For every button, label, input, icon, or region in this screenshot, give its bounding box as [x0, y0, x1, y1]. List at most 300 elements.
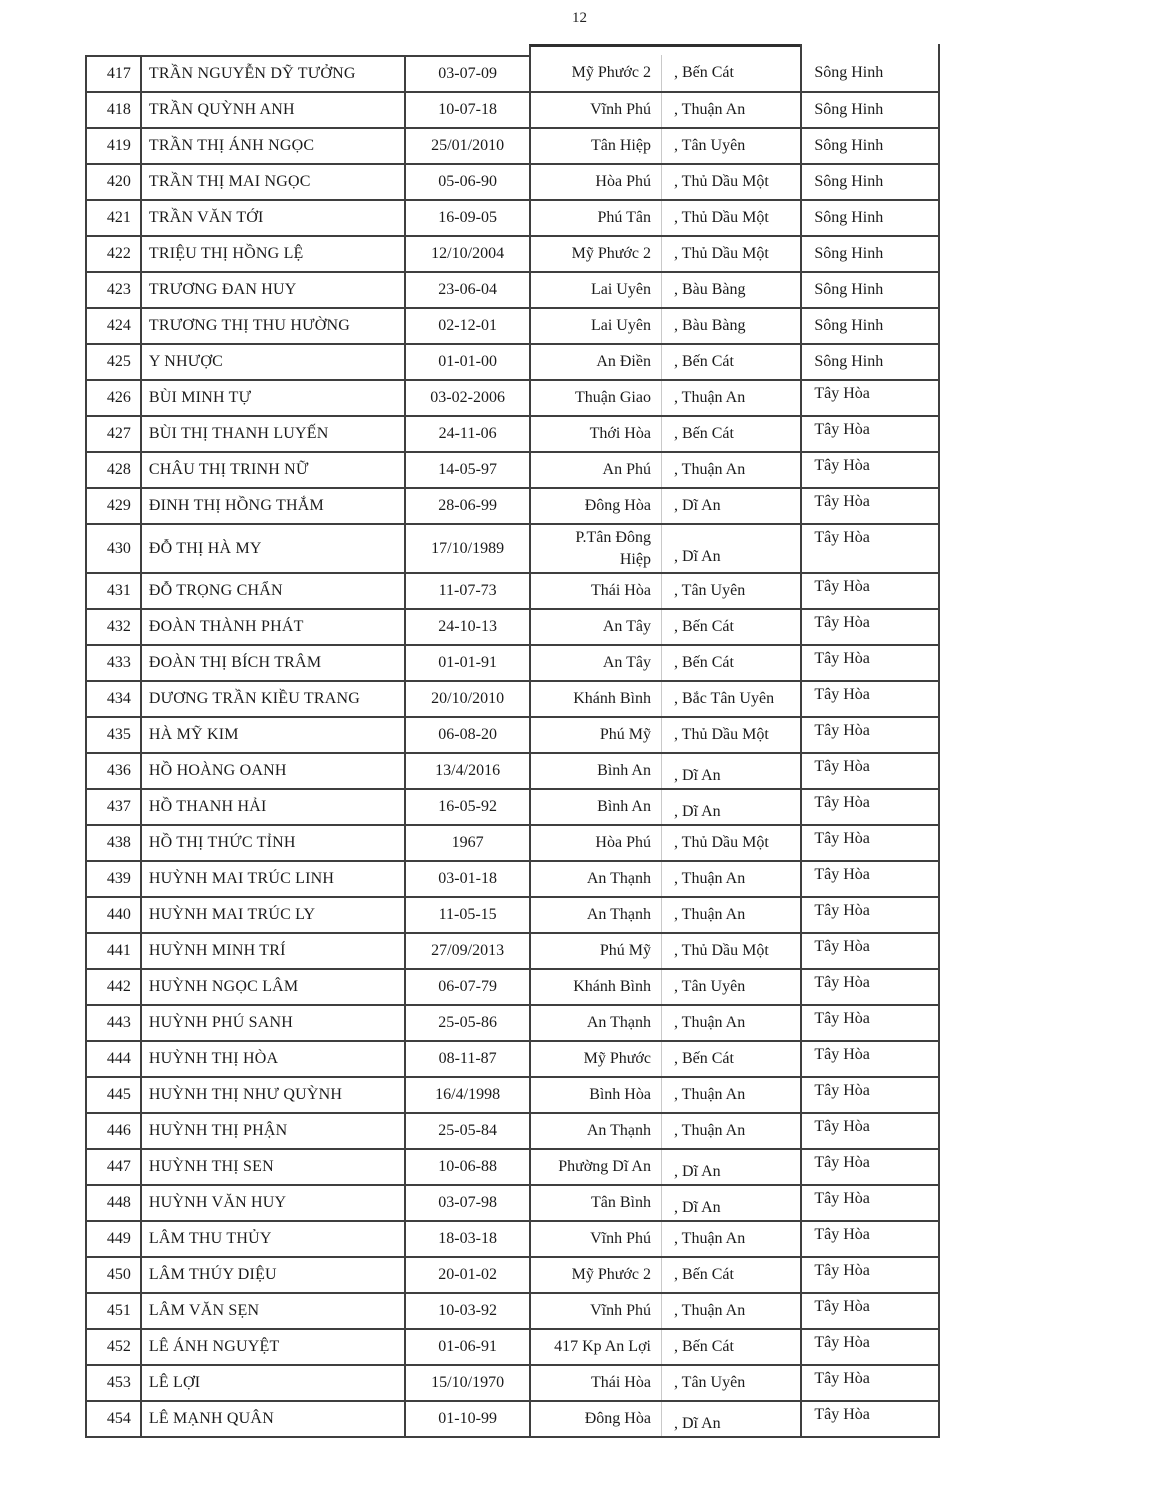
date-of-birth: 24-11-06	[438, 425, 497, 442]
row-number: 442	[106, 978, 131, 995]
dob-cell	[404, 1006, 529, 1040]
ward-subcell	[531, 1402, 662, 1436]
ward-name: Phường Dĩ An	[558, 1158, 651, 1175]
region-name: Sông Hinh	[814, 245, 884, 262]
row-number: 423	[106, 281, 131, 298]
district-name: , Thuận An	[673, 1230, 746, 1247]
row-number-cell	[87, 1006, 140, 1040]
region-name: Tây Hòa	[814, 385, 870, 402]
dob-cell	[404, 898, 529, 932]
row-number: 445	[106, 1086, 131, 1103]
address-cell	[529, 898, 800, 932]
date-of-birth: 03-01-18	[438, 870, 497, 887]
address-cell	[529, 790, 800, 824]
district-subcell	[662, 129, 800, 163]
district-subcell	[662, 345, 800, 379]
district-subcell	[662, 1114, 800, 1148]
district-subcell	[662, 201, 800, 235]
dob-cell	[404, 1078, 529, 1112]
table-row	[87, 968, 940, 1004]
name-cell	[140, 1042, 404, 1076]
ward-subcell	[531, 1258, 662, 1292]
row-number-cell	[87, 417, 140, 451]
district-subcell	[662, 646, 800, 680]
name-cell	[140, 1258, 404, 1292]
table-row	[87, 752, 940, 788]
district-name: , Thủ Dầu Một	[673, 209, 769, 226]
date-of-birth: 01-01-00	[438, 353, 497, 370]
table-row	[87, 127, 940, 163]
region-name: Tây Hòa	[814, 866, 870, 883]
ward-subcell	[531, 682, 662, 716]
district-name: , Dĩ An	[673, 767, 721, 784]
district-name: , Thủ Dầu Một	[673, 942, 769, 959]
name-cell	[140, 1222, 404, 1256]
row-number: 441	[106, 942, 131, 959]
ward-subcell	[531, 718, 662, 752]
ward-subcell	[531, 489, 662, 523]
date-of-birth: 18-03-18	[438, 1230, 497, 1247]
row-number-cell	[87, 1186, 140, 1220]
row-number: 417	[106, 65, 131, 82]
region-name: Tây Hòa	[814, 1154, 870, 1171]
ward-subcell	[531, 201, 662, 235]
region-name: Sông Hinh	[814, 101, 884, 118]
district-subcell	[662, 453, 800, 487]
ward-subcell	[531, 1186, 662, 1220]
person-name: HUỲNH MAI TRÚC LINH	[148, 870, 335, 887]
region-cell	[800, 273, 940, 307]
district-name: , Dĩ An	[673, 803, 721, 820]
district-subcell	[662, 237, 800, 271]
ward-subcell	[531, 1114, 662, 1148]
name-cell	[140, 1186, 404, 1220]
region-name: Sông Hinh	[814, 317, 884, 334]
row-number-cell	[87, 574, 140, 608]
region-cell	[800, 898, 940, 932]
table-row	[87, 1400, 940, 1436]
person-name: TRẦN VĂN TỚI	[148, 209, 264, 226]
table-row	[87, 1004, 940, 1040]
district-subcell	[662, 1402, 800, 1436]
dob-cell	[404, 273, 529, 307]
ward-subcell	[531, 826, 662, 860]
district-subcell	[662, 970, 800, 1004]
region-name: Sông Hinh	[814, 353, 884, 370]
dob-cell	[404, 237, 529, 271]
date-of-birth: 06-08-20	[438, 726, 497, 743]
date-of-birth: 03-07-09	[438, 65, 497, 82]
person-name: BÙI MINH TỰ	[148, 389, 252, 406]
table-row	[87, 1040, 940, 1076]
address-cell	[529, 826, 800, 860]
address-cell	[529, 1330, 800, 1364]
address-cell	[529, 1042, 800, 1076]
region-name: Tây Hòa	[814, 1082, 870, 1099]
row-number-cell	[87, 862, 140, 896]
ward-subcell	[531, 453, 662, 487]
region-name: Sông Hinh	[814, 64, 884, 81]
row-number-cell	[87, 93, 140, 127]
row-number: 443	[106, 1014, 131, 1031]
dob-cell	[404, 754, 529, 788]
district-name: , Dĩ An	[673, 1199, 721, 1216]
person-name: LÂM VĂN SẸN	[148, 1302, 260, 1319]
row-number: 431	[106, 582, 131, 599]
row-number-cell	[87, 1078, 140, 1112]
date-of-birth: 08-11-87	[438, 1050, 497, 1067]
person-name: TRƯƠNG ĐAN HUY	[148, 281, 297, 298]
address-cell	[529, 970, 800, 1004]
ward-name: Vĩnh Phú	[590, 101, 651, 118]
row-number: 454	[106, 1410, 131, 1427]
row-number-cell	[87, 1366, 140, 1400]
table-row	[87, 1328, 940, 1364]
district-name: , Bàu Bàng	[673, 317, 746, 334]
table-row	[87, 932, 940, 968]
date-of-birth: 15/10/1970	[431, 1374, 505, 1391]
address-cell	[529, 165, 800, 199]
name-cell	[140, 1078, 404, 1112]
person-name: LÊ LỢI	[148, 1374, 201, 1391]
dob-cell	[404, 417, 529, 451]
dob-cell	[404, 1222, 529, 1256]
row-number: 435	[106, 726, 131, 743]
region-name: Tây Hòa	[814, 1190, 870, 1207]
person-name: TRẦN QUỲNH ANH	[148, 101, 295, 118]
date-of-birth: 11-05-15	[438, 906, 497, 923]
ward-name: Thái Hòa	[590, 582, 651, 599]
ward-subcell	[531, 862, 662, 896]
person-name: HUỲNH MINH TRÍ	[148, 942, 286, 959]
row-number-cell	[87, 129, 140, 163]
ward-subcell	[531, 646, 662, 680]
ward-subcell	[531, 754, 662, 788]
name-cell	[140, 1006, 404, 1040]
district-subcell	[662, 273, 800, 307]
region-name: Tây Hòa	[814, 529, 870, 546]
ward-name: An Thạnh	[586, 1014, 651, 1031]
district-name: , Bến Cát	[673, 353, 734, 370]
ward-name: Bình Hòa	[589, 1086, 651, 1103]
district-subcell	[662, 682, 800, 716]
date-of-birth: 16/4/1998	[435, 1086, 501, 1103]
dob-cell	[404, 453, 529, 487]
address-cell	[529, 934, 800, 968]
region-name: Tây Hòa	[814, 1370, 870, 1387]
row-number: 433	[106, 654, 131, 671]
row-number-cell	[87, 237, 140, 271]
ward-subcell	[531, 970, 662, 1004]
row-number: 446	[106, 1122, 131, 1139]
district-subcell	[662, 610, 800, 644]
date-of-birth: 20/10/2010	[431, 690, 505, 707]
row-number: 436	[106, 762, 131, 779]
region-name: Tây Hòa	[814, 493, 870, 510]
name-cell	[140, 165, 404, 199]
row-number-cell	[87, 309, 140, 343]
dob-cell	[404, 1258, 529, 1292]
row-number-cell	[87, 1042, 140, 1076]
region-cell	[800, 453, 940, 487]
ward-subcell	[531, 525, 662, 572]
name-cell	[140, 574, 404, 608]
district-name: , Thuận An	[673, 461, 746, 478]
name-cell	[140, 718, 404, 752]
dob-cell	[404, 93, 529, 127]
name-cell	[140, 417, 404, 451]
person-name: ĐINH THỊ HỒNG THẮM	[148, 497, 324, 514]
address-cell	[529, 489, 800, 523]
name-cell	[140, 682, 404, 716]
row-number-cell	[87, 754, 140, 788]
region-name: Tây Hòa	[814, 974, 870, 991]
person-name: HUỲNH THỊ PHẬN	[148, 1122, 288, 1139]
person-name: LÂM THU THỦY	[148, 1230, 272, 1247]
ward-name: Tân Hiệp	[590, 137, 651, 154]
region-cell	[800, 610, 940, 644]
district-name: , Thuận An	[673, 870, 746, 887]
date-of-birth: 24-10-13	[438, 618, 497, 635]
name-cell	[140, 1294, 404, 1328]
ward-name: An Điền	[596, 353, 651, 370]
district-subcell	[662, 165, 800, 199]
region-cell	[800, 1222, 940, 1256]
district-subcell	[662, 525, 800, 572]
date-of-birth: 25-05-86	[438, 1014, 497, 1031]
region-cell	[800, 1150, 940, 1184]
ward-name: Hòa Phú	[595, 834, 651, 851]
ward-subcell	[531, 345, 662, 379]
address-cell	[529, 129, 800, 163]
table-row	[87, 716, 940, 752]
ward-name: 417 Kp An Lợi	[554, 1338, 651, 1355]
address-cell	[529, 754, 800, 788]
person-name: HÀ MỸ KIM	[148, 726, 239, 743]
address-cell	[529, 610, 800, 644]
dob-cell	[404, 934, 529, 968]
name-cell	[140, 754, 404, 788]
ward-name: Lai Uyên	[590, 317, 651, 334]
name-cell	[140, 489, 404, 523]
ward-name: An Thạnh	[586, 870, 651, 887]
row-number-cell	[87, 381, 140, 415]
row-number: 434	[106, 690, 131, 707]
address-cell	[529, 1402, 800, 1436]
row-number: 425	[106, 353, 131, 370]
region-name: Tây Hòa	[814, 758, 870, 775]
date-of-birth: 06-07-79	[438, 978, 497, 995]
row-number: 452	[106, 1338, 131, 1355]
district-name: , Thuận An	[673, 906, 746, 923]
ward-subcell	[531, 1078, 662, 1112]
ward-name: Mỹ Phước 2	[571, 64, 651, 81]
district-name: , Tân Uyên	[673, 137, 746, 154]
ward-name: An Thạnh	[586, 1122, 651, 1139]
address-cell	[529, 682, 800, 716]
address-cell	[529, 1006, 800, 1040]
region-cell	[800, 489, 940, 523]
district-name: , Thuận An	[673, 1086, 746, 1103]
dob-cell	[404, 682, 529, 716]
region-cell	[800, 682, 940, 716]
name-cell	[140, 1330, 404, 1364]
ward-subcell	[531, 273, 662, 307]
address-cell	[529, 453, 800, 487]
table-row	[87, 860, 940, 896]
table-row	[87, 163, 940, 199]
row-number-cell	[87, 1150, 140, 1184]
ward-subcell	[531, 1006, 662, 1040]
ward-name: Tân Bình	[590, 1194, 651, 1211]
name-cell	[140, 453, 404, 487]
district-name: , Thủ Dầu Một	[673, 245, 769, 262]
date-of-birth: 20-01-02	[438, 1266, 497, 1283]
address-cell	[529, 1294, 800, 1328]
row-number: 428	[106, 461, 131, 478]
region-cell	[800, 862, 940, 896]
district-name: , Thuận An	[673, 1302, 746, 1319]
district-name: , Bến Cát	[673, 1338, 734, 1355]
district-name: , Bến Cát	[673, 425, 734, 442]
district-subcell	[662, 862, 800, 896]
name-cell	[140, 826, 404, 860]
region-name: Tây Hòa	[814, 1406, 870, 1423]
row-number: 440	[106, 906, 131, 923]
row-number-cell	[87, 345, 140, 379]
row-number-cell	[87, 1330, 140, 1364]
row-number: 439	[106, 870, 131, 887]
ward-name: Phú Tân	[597, 209, 651, 226]
region-cell	[800, 1078, 940, 1112]
region-name: Tây Hòa	[814, 686, 870, 703]
person-name: TRẦN NGUYỄN DỸ TƯỞNG	[148, 65, 356, 82]
row-number-cell	[87, 646, 140, 680]
district-subcell	[662, 1294, 800, 1328]
district-subcell	[662, 934, 800, 968]
dob-cell	[404, 525, 529, 572]
region-name: Tây Hòa	[814, 1118, 870, 1135]
row-number-cell	[87, 970, 140, 1004]
ward-subcell	[531, 93, 662, 127]
dob-cell	[404, 646, 529, 680]
dob-cell	[404, 345, 529, 379]
table-row	[87, 1220, 940, 1256]
name-cell	[140, 898, 404, 932]
name-cell	[140, 55, 404, 91]
district-name: , Dĩ An	[673, 1163, 721, 1180]
table-row	[87, 415, 940, 451]
ward-name: Lai Uyên	[590, 281, 651, 298]
row-number-cell	[87, 453, 140, 487]
table-row	[87, 572, 940, 608]
ward-subcell	[531, 1150, 662, 1184]
address-cell	[529, 574, 800, 608]
table-row	[87, 1292, 940, 1328]
date-of-birth: 1967	[451, 834, 484, 851]
address-cell	[529, 237, 800, 271]
person-name: Y NHƯỢC	[148, 353, 224, 370]
ward-name: An Tây	[602, 618, 651, 635]
row-number-cell	[87, 201, 140, 235]
dob-cell	[404, 1114, 529, 1148]
ward-subcell	[531, 309, 662, 343]
date-of-birth: 28-06-99	[438, 497, 497, 514]
table-row	[87, 451, 940, 487]
dob-cell	[404, 1042, 529, 1076]
district-subcell	[662, 417, 800, 451]
person-name: HUỲNH MAI TRÚC LY	[148, 906, 316, 923]
district-name: , Thuận An	[673, 1014, 746, 1031]
region-cell	[800, 1006, 940, 1040]
district-subcell	[662, 790, 800, 824]
dob-cell	[404, 1150, 529, 1184]
date-of-birth: 13/4/2016	[435, 762, 501, 779]
date-of-birth: 02-12-01	[438, 317, 497, 334]
region-name: Tây Hòa	[814, 578, 870, 595]
ward-name: Phú Mỹ	[599, 726, 651, 743]
person-name: ĐỖ THỊ HÀ MY	[148, 539, 262, 557]
region-name: Tây Hòa	[814, 457, 870, 474]
row-number: 449	[106, 1230, 131, 1247]
name-cell	[140, 1402, 404, 1436]
row-number: 424	[106, 317, 131, 334]
district-subcell	[662, 574, 800, 608]
row-number: 422	[106, 245, 131, 262]
table-row	[87, 1364, 940, 1400]
date-of-birth: 01-01-91	[438, 654, 497, 671]
dob-cell	[404, 55, 529, 91]
ward-subcell	[531, 381, 662, 415]
region-name: Tây Hòa	[814, 938, 870, 955]
dob-cell	[404, 862, 529, 896]
region-name: Sông Hinh	[814, 173, 884, 190]
person-name: HUỲNH VĂN HUY	[148, 1194, 287, 1211]
table-row	[87, 1256, 940, 1292]
region-cell	[800, 165, 940, 199]
name-cell	[140, 381, 404, 415]
ward-subcell	[531, 165, 662, 199]
address-cell	[529, 309, 800, 343]
person-name: TRƯƠNG THỊ THU HƯỜNG	[148, 317, 351, 334]
district-subcell	[662, 826, 800, 860]
person-name: TRẦN THỊ MAI NGỌC	[148, 173, 311, 190]
row-number: 421	[106, 209, 131, 226]
row-number-cell	[87, 489, 140, 523]
ward-name: An Thạnh	[586, 906, 651, 923]
ward-subcell	[531, 417, 662, 451]
ward-name: Thái Hòa	[590, 1374, 651, 1391]
dob-cell	[404, 610, 529, 644]
row-number-cell	[87, 165, 140, 199]
region-name: Tây Hòa	[814, 614, 870, 631]
row-number-cell	[87, 790, 140, 824]
region-cell	[800, 129, 940, 163]
region-cell	[800, 1402, 940, 1436]
date-of-birth: 16-05-92	[438, 798, 497, 815]
name-cell	[140, 1366, 404, 1400]
region-cell	[800, 55, 940, 91]
district-subcell	[662, 1150, 800, 1184]
ward-name: Đông Hòa	[584, 1410, 651, 1427]
district-subcell	[662, 1006, 800, 1040]
name-cell	[140, 129, 404, 163]
row-number: 448	[106, 1194, 131, 1211]
table-row	[87, 523, 940, 572]
dob-cell	[404, 309, 529, 343]
name-cell	[140, 934, 404, 968]
name-cell	[140, 237, 404, 271]
